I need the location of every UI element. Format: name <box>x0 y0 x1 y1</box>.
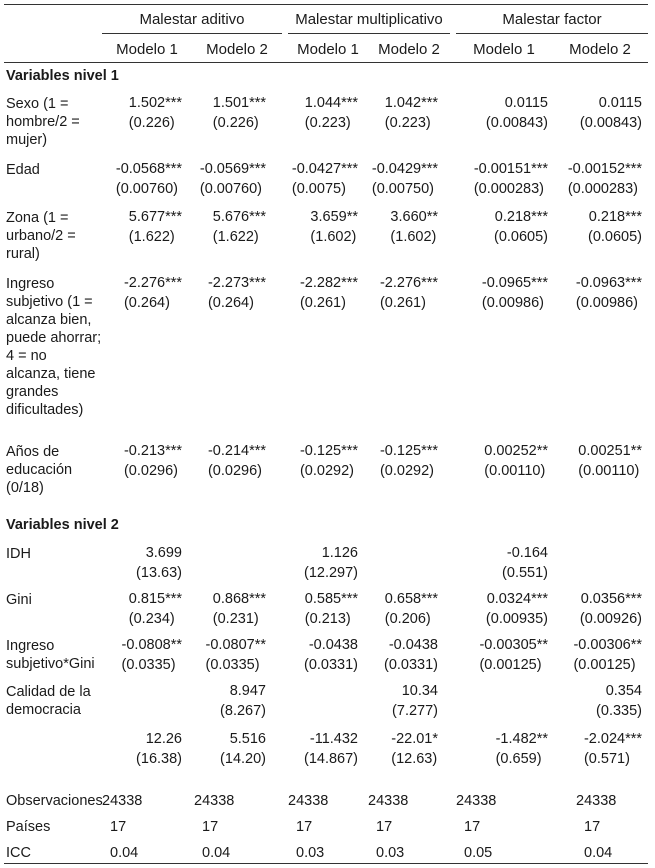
table-cell <box>573 635 642 675</box>
coefficient: 1.044*** <box>304 95 358 111</box>
standard-error: (0.00986) <box>481 295 544 311</box>
coefficient: -0.0807** <box>205 637 266 653</box>
table-cell <box>385 93 438 133</box>
standard-error: (0.0296) <box>207 463 262 479</box>
standard-error: (14.20) <box>220 751 266 767</box>
group-header-multiplicative: Malestar multiplicativo <box>295 11 443 28</box>
standard-error: (0.00986) <box>575 295 638 311</box>
table-cell <box>213 589 266 629</box>
standard-error: (0.223) <box>304 115 351 131</box>
standard-error: (0.00926) <box>579 611 642 627</box>
coefficient: 5.677*** <box>128 209 182 225</box>
table-cell <box>588 207 642 247</box>
group-rule-3 <box>456 33 648 34</box>
group-rule-1 <box>102 33 282 34</box>
standard-error: (0.0292) <box>299 463 354 479</box>
coefficient: 0.0115 <box>504 95 548 111</box>
standard-error: (0.0296) <box>123 463 178 479</box>
coefficient: -22.01* <box>391 731 438 747</box>
footer-label: Países <box>6 819 51 835</box>
table-cell <box>136 543 182 583</box>
standard-error: (0.000283) <box>473 181 544 197</box>
table-cell <box>129 207 182 247</box>
table-cell <box>129 93 182 133</box>
table-cell <box>576 273 642 313</box>
standard-error: (0.264) <box>123 295 170 311</box>
coefficient: -0.125*** <box>299 443 358 459</box>
group-header-factor: Malestar factor <box>502 11 602 28</box>
standard-error: (0.00760) <box>199 181 262 197</box>
coefficient: 8.947 <box>229 683 266 699</box>
standard-error: (0.571) <box>583 751 630 767</box>
coefficient: -0.00152*** <box>567 161 642 177</box>
standard-error: (0.000283) <box>567 181 638 197</box>
standard-error: (0.0605) <box>587 229 642 245</box>
standard-error: (1.622) <box>128 229 175 245</box>
coefficient: 0.815*** <box>128 591 182 607</box>
coefficient: 0.218*** <box>588 209 642 225</box>
coefficient: -0.00306** <box>573 637 642 653</box>
table-cell <box>502 543 548 583</box>
coefficient: -0.0568*** <box>115 161 182 177</box>
coefficient: 1.502*** <box>128 95 182 111</box>
row-label: Edad <box>6 162 40 178</box>
footer-value: 24338 <box>102 793 143 809</box>
coefficient: -0.0429*** <box>371 161 438 177</box>
table-cell <box>482 273 548 313</box>
footer-value: 17 <box>584 819 601 835</box>
footer-value: 24338 <box>456 793 497 809</box>
row-label: Zona (1 = urbano/2 = rural) <box>6 210 76 262</box>
table-cell <box>596 681 642 721</box>
coefficient: -0.00305** <box>479 637 548 653</box>
coefficient: -11.432 <box>309 731 358 747</box>
table-cell <box>580 589 642 629</box>
coefficient: 5.676*** <box>212 209 266 225</box>
standard-error: (13.63) <box>136 565 182 581</box>
standard-error: (0.226) <box>128 115 175 131</box>
coefficient: -2.276*** <box>379 275 438 291</box>
coefficient: -0.125*** <box>379 443 438 459</box>
standard-error: (0.0335) <box>121 657 176 673</box>
coefficient: -2.276*** <box>123 275 182 291</box>
footer-value: 0.04 <box>202 845 231 861</box>
table-cell <box>310 207 358 247</box>
table-cell <box>124 441 182 481</box>
footer-value: 17 <box>376 819 393 835</box>
footer-value: 0.03 <box>376 845 405 861</box>
row-label: Años de educación (0/18) <box>6 444 73 496</box>
model-header: Modelo 1 <box>116 41 178 58</box>
coefficient: -0.0569*** <box>199 161 266 177</box>
table-cell <box>122 635 182 675</box>
standard-error: (0.551) <box>502 565 548 581</box>
coefficient: -2.282*** <box>299 275 358 291</box>
coefficient: 5.516 <box>229 731 266 747</box>
standard-error: (0.226) <box>212 115 259 131</box>
coefficient: 1.501*** <box>212 95 266 111</box>
table-cell <box>384 635 438 675</box>
standard-error: (8.267) <box>220 703 266 719</box>
model-header: Modelo 2 <box>206 41 268 58</box>
standard-error: (0.00110) <box>578 463 640 479</box>
table-cell <box>380 441 438 481</box>
table-cell <box>392 681 438 721</box>
coefficient: 3.660** <box>390 209 438 225</box>
coefficient: 0.218*** <box>494 209 548 225</box>
standard-error: (0.223) <box>384 115 431 131</box>
table-cell <box>496 729 548 769</box>
coefficient: 0.0115 <box>598 95 642 111</box>
standard-error: (0.00935) <box>485 611 548 627</box>
table-cell <box>305 93 358 133</box>
table-cell <box>391 729 438 769</box>
standard-error: (0.261) <box>379 295 426 311</box>
coefficient: 1.042*** <box>384 95 438 111</box>
row-label: Ingreso subjetivo*Gini <box>6 638 95 672</box>
coefficient: -0.164 <box>506 545 548 561</box>
standard-error: (12.63) <box>391 751 438 767</box>
standard-error: (0.0075) <box>291 181 346 197</box>
table-cell <box>300 441 358 481</box>
table-cell <box>494 207 548 247</box>
standard-error: (0.0292) <box>379 463 434 479</box>
footer-value: 17 <box>202 819 219 835</box>
table-cell <box>124 273 182 313</box>
section-level2: Variables nivel 2 <box>6 517 119 533</box>
table-cell <box>206 635 266 675</box>
standard-error: (0.261) <box>299 295 346 311</box>
table-cell <box>479 635 548 675</box>
coefficient: 10.34 <box>401 683 438 699</box>
table-cell <box>136 729 182 769</box>
table-cell <box>390 207 438 247</box>
standard-error: (12.297) <box>303 565 358 581</box>
coefficient: -0.0808** <box>121 637 182 653</box>
coefficient: -0.00151*** <box>473 161 548 177</box>
standard-error: (16.38) <box>136 751 182 767</box>
standard-error: (0.00110) <box>484 463 546 479</box>
standard-error: (0.0335) <box>205 657 260 673</box>
standard-error: (0.231) <box>212 611 259 627</box>
table-cell <box>580 93 642 133</box>
table-cell <box>584 729 642 769</box>
footer-value: 17 <box>296 819 313 835</box>
table-cell <box>116 159 182 199</box>
table-cell <box>372 159 438 199</box>
row-label: Gini <box>6 592 32 608</box>
table-cell <box>129 589 182 629</box>
table-cell <box>385 589 438 629</box>
footer-value: 0.04 <box>584 845 613 861</box>
coefficient: -1.482** <box>495 731 548 747</box>
table-cell <box>380 273 438 313</box>
footer-value: 24338 <box>288 793 329 809</box>
coefficient: 0.354 <box>605 683 642 699</box>
standard-error: (0.659) <box>495 751 542 767</box>
top-rule <box>4 4 648 5</box>
coefficient: 3.659** <box>310 209 358 225</box>
footer-value: 24338 <box>576 793 617 809</box>
footer-value: 24338 <box>368 793 409 809</box>
model-header: Modelo 2 <box>569 41 631 58</box>
footer-value: 17 <box>110 819 127 835</box>
standard-error: (7.277) <box>392 703 438 719</box>
table-cell <box>304 635 358 675</box>
row-label: IDH <box>6 546 31 562</box>
table-cell <box>474 159 548 199</box>
footer-label: ICC <box>6 845 31 861</box>
row-label: Ingreso subjetivo (1 = alcanza bien, puede ahorrar; 4 = no alcanza, tiene grandes dificultades) <box>6 276 102 418</box>
coefficient: 1.126 <box>321 545 358 561</box>
row-label: Calidad de la democracia <box>6 684 91 718</box>
coefficient: 0.0324*** <box>486 591 548 607</box>
coefficient: -0.0965*** <box>481 275 548 291</box>
table-cell <box>568 159 642 199</box>
coefficient: -0.0427*** <box>291 161 358 177</box>
footer-label: Observaciones <box>6 793 103 809</box>
table-cell <box>578 441 642 481</box>
coefficient: -0.214*** <box>207 443 266 459</box>
standard-error: (1.602) <box>390 229 437 245</box>
standard-error: (0.213) <box>304 611 351 627</box>
standard-error: (0.00750) <box>371 181 434 197</box>
coefficient: 0.585*** <box>304 591 358 607</box>
coefficient: -0.0963*** <box>575 275 642 291</box>
model-header: Modelo 2 <box>378 41 440 58</box>
footer-value: 0.04 <box>110 845 139 861</box>
standard-error: (0.0331) <box>303 657 358 673</box>
bottom-rule <box>4 863 648 864</box>
standard-error: (0.00760) <box>115 181 178 197</box>
standard-error: (14.867) <box>303 751 358 767</box>
table-cell <box>292 159 358 199</box>
standard-error: (0.00125) <box>479 657 542 673</box>
table-cell <box>300 273 358 313</box>
header-bottom-rule <box>4 62 648 63</box>
coefficient: -2.273*** <box>207 275 266 291</box>
table-cell <box>200 159 266 199</box>
standard-error: (0.00843) <box>485 115 548 131</box>
standard-error: (0.264) <box>207 295 254 311</box>
table-cell <box>486 93 548 133</box>
coefficient: 3.699 <box>145 545 182 561</box>
table-cell <box>486 589 548 629</box>
standard-error: (0.234) <box>128 611 175 627</box>
model-header: Modelo 1 <box>297 41 359 58</box>
row-label: Sexo (1 = hombre/2 = mujer) <box>6 96 80 148</box>
standard-error: (1.602) <box>310 229 357 245</box>
coefficient: -0.213*** <box>123 443 182 459</box>
table-cell <box>484 441 548 481</box>
group-header-additive: Malestar aditivo <box>139 11 245 28</box>
standard-error: (0.0331) <box>383 657 438 673</box>
footer-value: 0.03 <box>296 845 325 861</box>
table-cell <box>305 589 358 629</box>
coefficient: 12.26 <box>145 731 182 747</box>
table-cell <box>304 543 358 583</box>
table-cell <box>213 207 266 247</box>
coefficient: 0.00252** <box>484 443 548 459</box>
standard-error: (0.00125) <box>573 657 636 673</box>
coefficient: -2.024*** <box>583 731 642 747</box>
standard-error: (0.0605) <box>493 229 548 245</box>
table-cell <box>208 273 266 313</box>
coefficient: 0.868*** <box>212 591 266 607</box>
footer-value: 0.05 <box>464 845 493 861</box>
table-cell <box>220 681 266 721</box>
group-rule-2 <box>288 33 450 34</box>
standard-error: (0.00843) <box>579 115 642 131</box>
table-cell <box>213 93 266 133</box>
coefficient: 0.658*** <box>384 591 438 607</box>
standard-error: (0.206) <box>384 611 431 627</box>
footer-value: 24338 <box>194 793 235 809</box>
coefficient: -0.0438 <box>308 637 358 653</box>
coefficient: 0.0356*** <box>580 591 642 607</box>
section-level1: Variables nivel 1 <box>6 68 119 84</box>
table-cell <box>304 729 358 769</box>
coefficient: 0.00251** <box>578 443 642 459</box>
model-header: Modelo 1 <box>473 41 535 58</box>
table-cell <box>208 441 266 481</box>
coefficient: -0.0438 <box>388 637 438 653</box>
standard-error: (0.335) <box>596 703 642 719</box>
footer-value: 17 <box>464 819 481 835</box>
standard-error: (1.622) <box>212 229 259 245</box>
table-cell <box>220 729 266 769</box>
